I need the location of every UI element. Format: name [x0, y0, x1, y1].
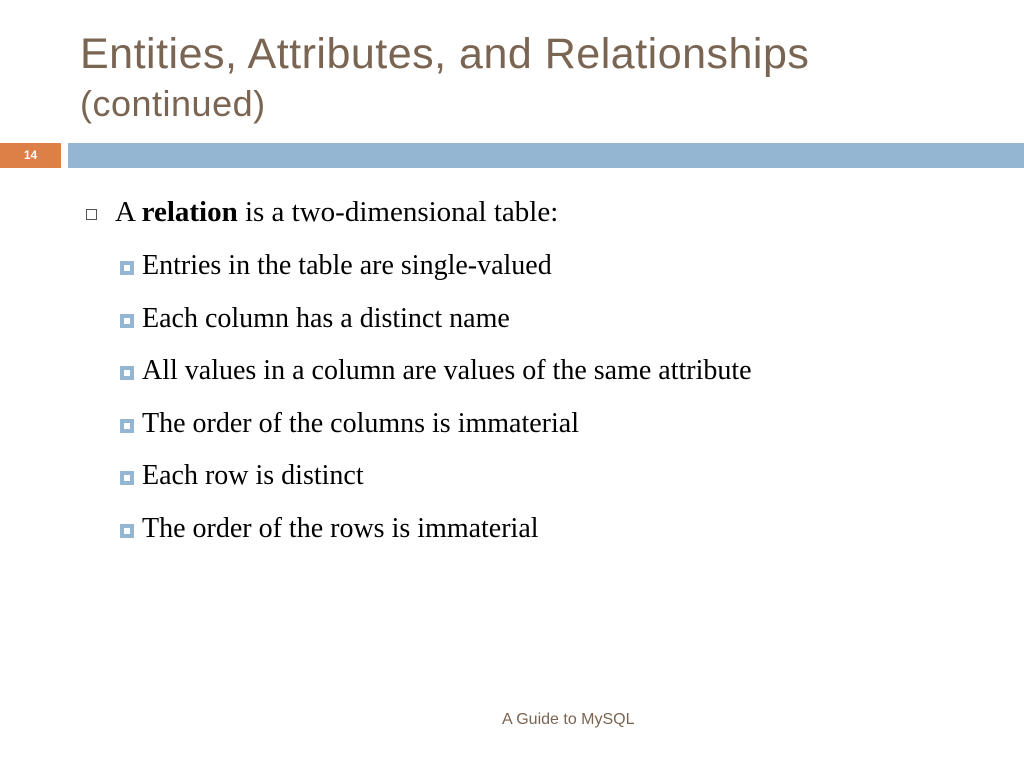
slide-title	[80, 28, 809, 128]
main-bullet-bold-term: relation	[141, 195, 238, 228]
sub-bullet-text: The order of the columns is immaterial	[142, 407, 579, 439]
sub-bullet-item	[120, 450, 1006, 503]
sub-bullet-item	[120, 293, 1006, 346]
sub-bullet-text: Entries in the table are single-valued	[142, 250, 552, 282]
framed-square-bullet-icon	[120, 261, 134, 275]
sub-bullet-text: The order of the rows is immaterial	[142, 512, 539, 544]
main-bullet-point	[86, 190, 1006, 234]
main-bullet-suffix: is a two-dimensional table:	[237, 195, 559, 228]
header-divider-bar	[68, 143, 1024, 168]
sub-bullet-item	[120, 240, 1006, 293]
sub-bullet-text: Each column has a distinct name	[142, 302, 510, 334]
framed-square-bullet-icon	[120, 419, 134, 433]
sub-bullet-text: All values in a column are values of the same attribute	[142, 355, 752, 387]
title-line-1: Entities, Attributes, and Relationships	[80, 30, 810, 78]
slide-number: 14	[0, 143, 61, 168]
framed-square-bullet-icon	[120, 366, 134, 380]
sub-bullet-item	[120, 398, 1006, 451]
slide-content	[86, 190, 1006, 555]
sub-bullet-text: Each row is distinct	[142, 460, 364, 492]
sub-bullet-item	[120, 503, 1006, 556]
sub-bullet-list	[120, 240, 1006, 555]
slide-footer: A Guide to MySQL	[502, 711, 635, 728]
framed-square-bullet-icon	[120, 524, 134, 538]
main-bullet-text	[115, 196, 558, 229]
hollow-square-bullet-icon	[86, 209, 97, 220]
main-bullet-prefix: A	[115, 195, 142, 228]
title-line-2: (continued)	[80, 83, 266, 124]
framed-square-bullet-icon	[120, 471, 134, 485]
framed-square-bullet-icon	[120, 314, 134, 328]
sub-bullet-item	[120, 345, 1006, 398]
